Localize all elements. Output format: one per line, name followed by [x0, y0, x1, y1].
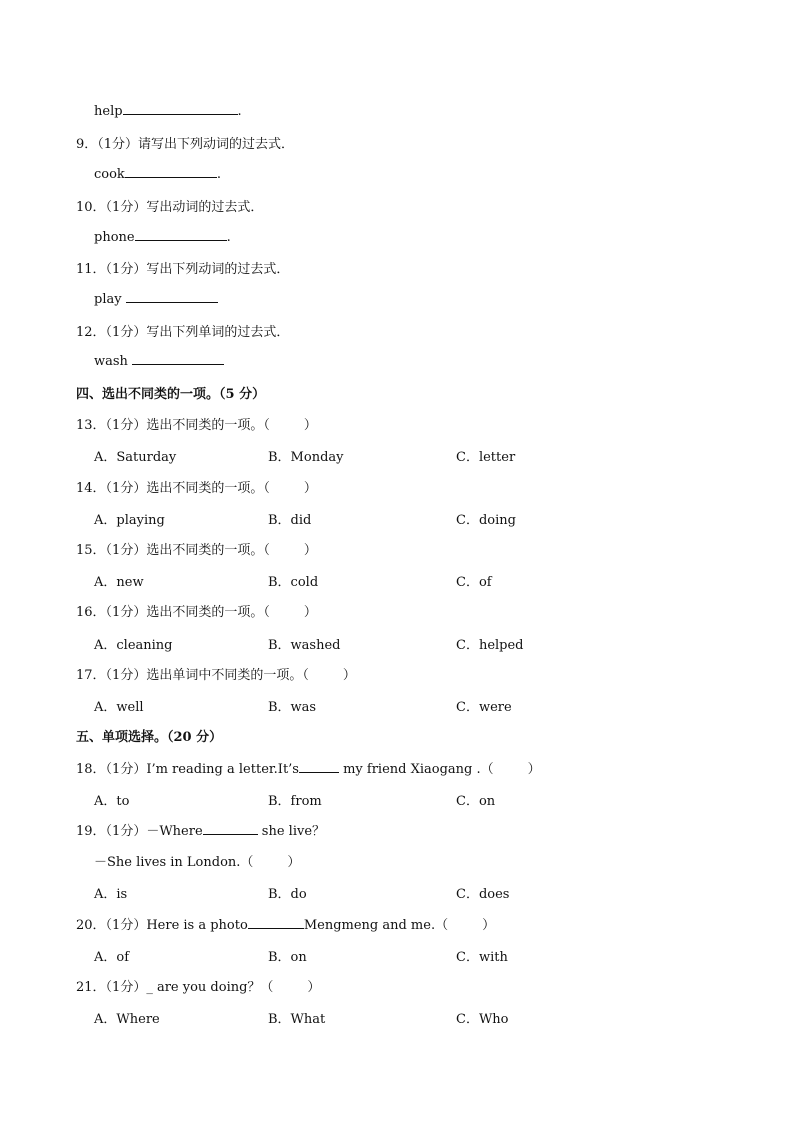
question-number: 16．	[76, 605, 106, 620]
paren-close: ）	[303, 418, 317, 433]
question-11	[76, 258, 289, 277]
question-text: （1分）－Where	[105, 824, 203, 839]
question-19	[76, 820, 325, 839]
item-word: help	[94, 104, 123, 119]
answer-blank[interactable]	[132, 352, 224, 365]
question-10-answer-line	[94, 228, 231, 245]
question-text: （1分）I’m reading a letter.It’s	[105, 762, 299, 777]
option-c[interactable]: C．does	[456, 887, 510, 902]
question-text: （1分）选出不同类的一项。（	[105, 543, 270, 558]
item-word: cook	[94, 167, 125, 182]
option-c[interactable]: C．with	[456, 950, 508, 965]
option-b[interactable]: B．was	[268, 700, 317, 715]
option-b[interactable]: B．do	[268, 887, 307, 902]
question-13	[76, 414, 317, 433]
option-c[interactable]: C．were	[456, 700, 512, 715]
question-12-answer-line	[94, 352, 224, 369]
option-a[interactable]: A．is	[94, 887, 128, 902]
option-b[interactable]: B．Monday	[268, 450, 344, 465]
question-text: （1分）_ are you doing？（	[105, 980, 274, 995]
question-number: 14．	[76, 481, 106, 496]
question-text: （1分）选出单词中不同类的一项。（	[105, 668, 309, 683]
option-a[interactable]: A．playing	[94, 513, 165, 528]
answer-blank[interactable]	[123, 102, 238, 115]
question-14	[76, 477, 317, 496]
question-11-answer-line	[94, 290, 218, 307]
question-text: （1分）选出不同类的一项。（	[105, 418, 270, 433]
question-number: 21．	[76, 980, 106, 995]
dialogue-line: －She lives in London.（	[94, 855, 254, 870]
question-text: （1分）写出下列动词的过去式．	[105, 262, 290, 277]
question-text: （1分）请写出下列动词的过去式．	[97, 137, 295, 152]
option-b[interactable]: B．from	[268, 794, 322, 809]
section-5-title: 五、单项选择。（20 分）	[76, 730, 223, 745]
option-b[interactable]: B．on	[268, 950, 307, 965]
option-c[interactable]: C．helped	[456, 638, 524, 653]
option-a[interactable]: A．Saturday	[94, 450, 177, 465]
question-number: 17．	[76, 668, 106, 683]
option-c[interactable]: C．doing	[456, 513, 516, 528]
paren-close: ）	[307, 980, 321, 995]
item-suffix: .	[237, 104, 242, 119]
question-number: 15．	[76, 543, 106, 558]
answer-blank[interactable]	[125, 165, 217, 178]
question-number: 20．	[76, 918, 106, 933]
question-19-line-2	[94, 851, 300, 870]
question-number: 12．	[76, 325, 106, 340]
question-text: （1分）写出下列单词的过去式．	[105, 325, 290, 340]
option-a[interactable]: A．new	[94, 575, 144, 590]
option-a[interactable]: A．Where	[94, 1012, 160, 1027]
question-9	[76, 133, 294, 152]
option-b[interactable]: B．did	[268, 513, 312, 528]
question-text-cont: she live？	[257, 824, 326, 839]
answer-blank[interactable]	[248, 916, 304, 929]
option-b[interactable]: B．washed	[268, 638, 341, 653]
item-suffix: .	[216, 167, 221, 182]
paren-close: ）	[482, 918, 496, 933]
question-17	[76, 664, 356, 683]
question-text: （1分）选出不同类的一项。（	[105, 605, 270, 620]
option-b[interactable]: B．What	[268, 1012, 326, 1027]
paren-close: ）	[527, 762, 541, 777]
question-text: （1分）Here is a photo	[105, 918, 248, 933]
paren-close: ）	[303, 543, 317, 558]
paren-close: ）	[303, 481, 317, 496]
question-number: 11．	[76, 262, 106, 277]
question-20	[76, 914, 495, 933]
question-number: 13．	[76, 418, 106, 433]
question-text: （1分）写出动词的过去式．	[105, 200, 264, 215]
paren-close: ）	[287, 855, 301, 870]
question-number: 10．	[76, 200, 106, 215]
option-a[interactable]: A．cleaning	[94, 638, 173, 653]
option-c[interactable]: C．on	[456, 794, 496, 809]
item-suffix: .	[226, 230, 231, 245]
option-c[interactable]: C．of	[456, 575, 492, 590]
paren-close: ）	[342, 668, 356, 683]
question-text-cont: my friend Xiaogang .（	[338, 762, 494, 777]
option-a[interactable]: A．to	[94, 794, 130, 809]
option-a[interactable]: A．well	[94, 700, 144, 715]
question-15	[76, 539, 317, 558]
option-c[interactable]: C．letter	[456, 450, 516, 465]
question-12	[76, 321, 289, 340]
option-b[interactable]: B．cold	[268, 575, 319, 590]
question-21	[76, 976, 320, 995]
question-18	[76, 758, 541, 777]
question-number: 19．	[76, 824, 106, 839]
item-word: wash	[94, 354, 133, 369]
question-number: 18．	[76, 762, 106, 777]
question-number: 9．	[76, 137, 98, 152]
option-a[interactable]: A．of	[94, 950, 130, 965]
question-9-answer-line	[94, 165, 221, 182]
paren-close: ）	[303, 605, 317, 620]
answer-blank[interactable]	[126, 290, 218, 303]
item-word: play	[94, 292, 126, 307]
answer-blank[interactable]	[135, 228, 227, 241]
option-c[interactable]: C．Who	[456, 1012, 509, 1027]
item-word: phone	[94, 230, 135, 245]
answer-blank[interactable]	[203, 822, 258, 835]
answer-blank[interactable]	[299, 760, 339, 773]
section-4-title: 四、选出不同类的一项。（5 分）	[76, 387, 266, 402]
question-16	[76, 601, 317, 620]
question-text-cont: Mengmeng and me.（	[303, 918, 449, 933]
question-text: （1分）选出不同类的一项。（	[105, 481, 270, 496]
item-help-answer-line	[94, 102, 242, 119]
question-10	[76, 196, 263, 215]
